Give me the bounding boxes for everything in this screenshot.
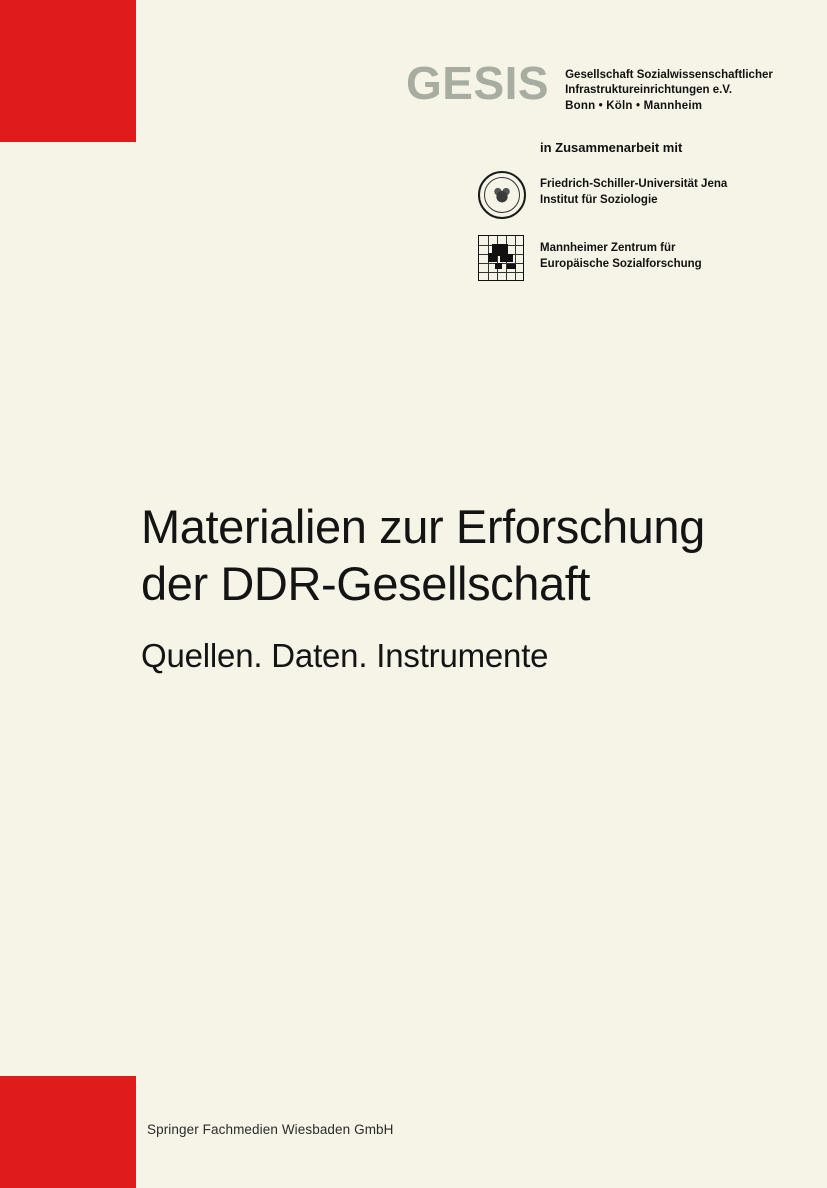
page-title xyxy=(141,498,781,613)
europe-map-square-icon xyxy=(474,231,526,283)
gesis-logo xyxy=(406,57,773,114)
partner-name-block xyxy=(540,177,727,208)
gesis-cities: Bonn • Köln • Mannheim xyxy=(565,99,703,112)
gesis-org-line1: Gesellschaft Sozialwissenschaftlicher xyxy=(565,69,773,81)
footer-publisher: Springer Fachmedien Wiesbaden GmbH xyxy=(147,1122,394,1137)
page-subtitle: Quellen. Daten. Instrumente xyxy=(141,636,549,674)
decorative-red-block-top xyxy=(0,0,136,142)
partner-line2: Europäische Sozialforschung xyxy=(540,257,702,270)
partner-line1: Mannheimer Zentrum für xyxy=(540,242,676,255)
gesis-org-line2: Infrastruktureinrichtungen e.V. xyxy=(565,84,733,97)
partner-friedrich-schiller xyxy=(474,167,766,219)
university-seal-icon xyxy=(474,167,526,219)
publisher-logo-area xyxy=(406,57,773,283)
partner-mzes xyxy=(474,231,766,283)
title-line-2: der DDR-Gesellschaft xyxy=(141,557,591,611)
partner-line2: Institut für Soziologie xyxy=(540,193,658,206)
decorative-red-block-bottom xyxy=(0,1076,136,1188)
title-line-1: Materialien zur Erforschung xyxy=(141,500,705,553)
gesis-wordmark: GESIS xyxy=(406,57,550,109)
partner-line1: Friedrich-Schiller-Universität Jena xyxy=(540,178,728,191)
title-block xyxy=(141,498,781,676)
cooperation-intro: in Zusammenarbeit mit xyxy=(540,139,683,155)
gesis-org-name xyxy=(565,68,773,114)
partner-name-block xyxy=(540,241,702,272)
